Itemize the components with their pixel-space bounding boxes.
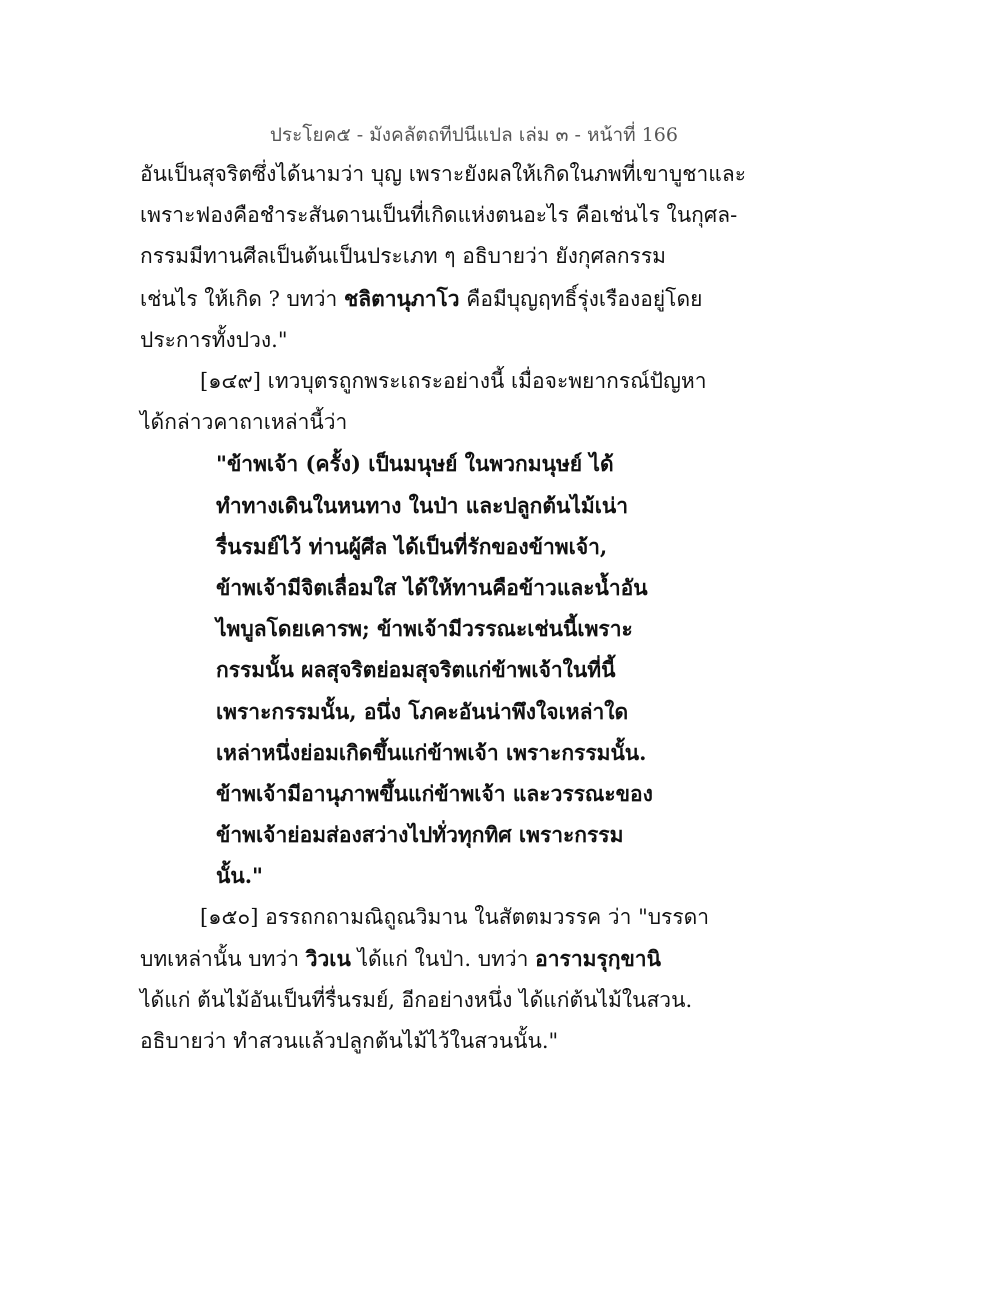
verse-line: เหล่าหนึ่งย่อมเกิดขึ้นแก่ข้าพเจ้า เพราะกรรมนั้น. xyxy=(216,739,647,765)
text-line: ประการทั้งปวง." xyxy=(140,327,288,352)
verse-line: นั้น." xyxy=(216,863,263,889)
paragraph-150-start: [๑๕๐] อรรถกถามณิถูณวิมาน ในสัตตมวรรค ว่า "บรรดา xyxy=(200,904,710,929)
text-line: เช่นไร ให้เกิด ? บทว่า ชลิตานุภาโว คือมีบุญฤทธิ์รุ่งเรืองอยู่โดย xyxy=(140,285,703,311)
bold-term: วิวเน xyxy=(305,945,351,971)
verse-line: "ข้าพเจ้า (ครั้ง) เป็นมนุษย์ ในพวกมนุษย์ ได้ xyxy=(216,451,614,477)
verse-line: ข้าพเจ้ามีอานุภาพขึ้นแก่ข้าพเจ้า และวรรณะของ xyxy=(216,781,653,807)
body-text xyxy=(140,154,746,1062)
text-line: ได้แก่ ต้นไม้อันเป็นที่รื่นรมย์, อีกอย่างหนึ่ง ได้แก่ต้นไม้ในสวน. xyxy=(140,988,693,1013)
verse-line: กรรมนั้น ผลสุจริตย่อมสุจริตแก่ข้าพเจ้าในที่นี้ xyxy=(216,657,616,683)
paragraph-149-start: [๑๔๙] เทวบุตรถูกพระเถระอย่างนี้ เมื่อจะพยากรณ์ปัญหา xyxy=(200,369,707,394)
verse-line: ทำทางเดินในหนทาง ในป่า และปลูกต้นไม้เน่า xyxy=(216,492,629,518)
bold-term: อารามรุกฺขานิ xyxy=(535,945,661,971)
text-line: เพราะฟองคือชำระสันดานเป็นที่เกิดแห่งตนอะไร คือเช่นไร ในกุศล- xyxy=(140,203,738,228)
bold-term: ชลิตานุภาโว xyxy=(343,285,460,311)
text-line: อธิบายว่า ทำสวนแล้วปลูกต้นไม้ไว้ในสวนนั้น." xyxy=(140,1029,559,1054)
text-line: กรรมมีทานศีลเป็นต้นเป็นประเภท ๆ อธิบายว่า ยังกุศลกรรม xyxy=(140,244,666,269)
text-line: ได้กล่าวคาถาเหล่านี้ว่า xyxy=(140,410,348,435)
verse-line: รื่นรมย์ไว้ ท่านผู้ศีล ได้เป็นที่รักของข้าพเจ้า, xyxy=(216,533,608,559)
text-line: อันเป็นสุจริตซึ่งได้นามว่า บุญ เพราะยังผลให้เกิดในภพที่เขาบูชาและ xyxy=(140,162,746,186)
text-line: บทเหล่านั้น บทว่า วิวเน ได้แก่ ในป่า. บทว่า อารามรุกฺขานิ xyxy=(140,945,661,971)
verse-line: ข้าพเจ้ามีจิตเลื่อมใส ได้ให้ทานคือข้าวและน้ำอัน xyxy=(216,575,648,601)
verse-line: เพราะกรรมนั้น, อนึ่ง โภคะอันน่าพึงใจเหล่าใด xyxy=(216,698,629,724)
verse-line: ไพบูลโดยเคารพ; ข้าพเจ้ามีวรรณะเช่นนี้เพราะ xyxy=(216,616,633,642)
page-header: ประโยค๕ - มังคลัตถทีปนีแปล เล่ม ๓ - หน้าที่ 166 xyxy=(269,124,678,146)
verse-line: ข้าพเจ้าย่อมส่องสว่างไปทั่วทุกทิศ เพราะกรรม xyxy=(216,822,624,848)
